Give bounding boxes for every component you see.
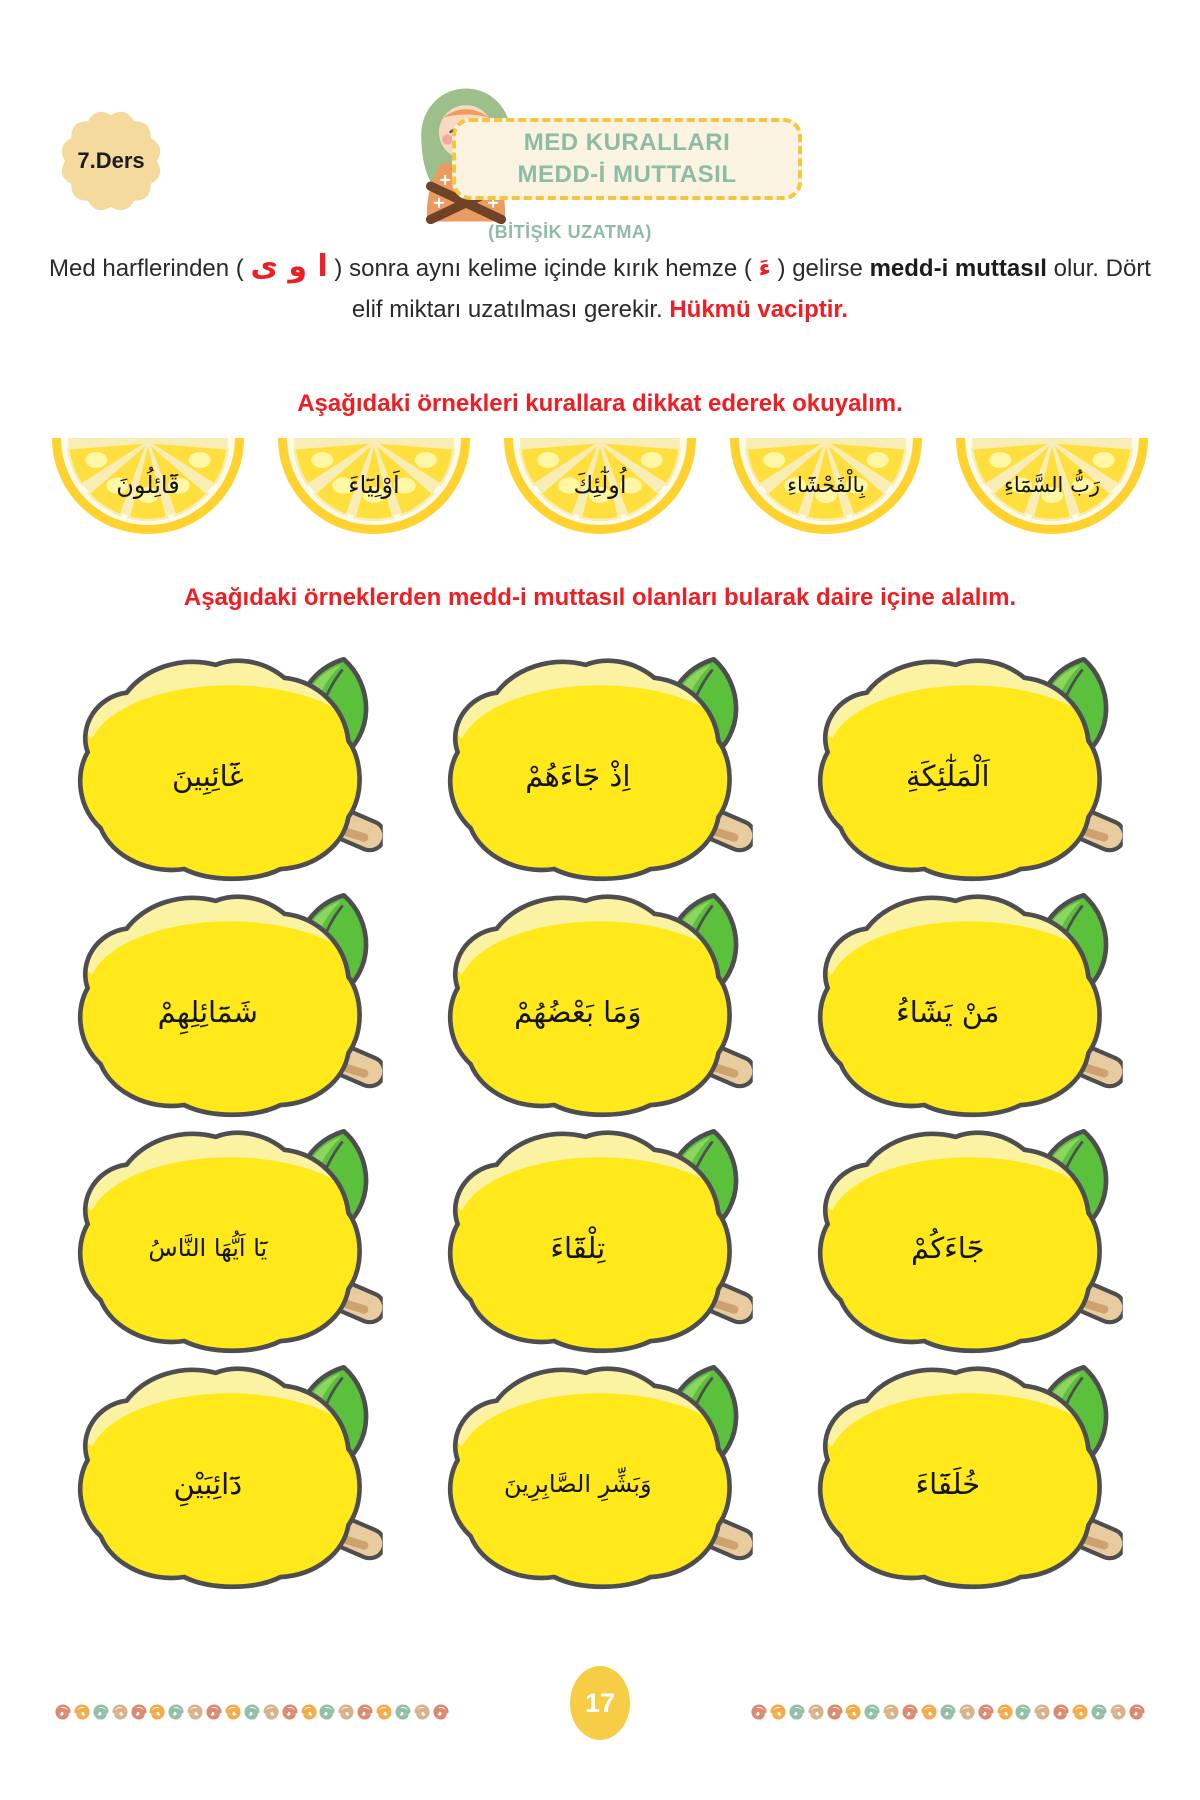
spiral-ornament-icon bbox=[205, 1703, 223, 1721]
spiral-ornament-icon bbox=[977, 1703, 995, 1721]
spiral-ornament-icon bbox=[1052, 1703, 1070, 1721]
spiral-ornament-icon bbox=[167, 1703, 185, 1721]
spiral-ornament-icon bbox=[337, 1703, 355, 1721]
spiral-ornament-icon bbox=[186, 1703, 204, 1721]
section1-heading: Aşağıdaki örnekleri kurallara dikkat ederek okuyalım. bbox=[297, 390, 903, 417]
lemon-item bbox=[415, 648, 785, 884]
arabic-word: اُولٰٓئِكَ bbox=[573, 471, 627, 499]
arabic-word: اَلْمَلٰٓئِكَةِ bbox=[906, 759, 990, 793]
spiral-ornament-icon bbox=[844, 1703, 862, 1721]
spiral-ornament-icon bbox=[1033, 1703, 1051, 1721]
arabic-word: تِلْقَٓاءَ bbox=[550, 1231, 606, 1265]
spiral-ornament-icon bbox=[413, 1703, 431, 1721]
ornament-strip-right bbox=[750, 1702, 1146, 1722]
spiral-ornament-icon bbox=[769, 1703, 787, 1721]
section2-heading: Aşağıdaki örneklerden medd-i muttasıl olanları bularak daire içine alalım. bbox=[183, 584, 1017, 611]
spiral-ornament-icon bbox=[882, 1703, 900, 1721]
lemon-slices-row bbox=[48, 432, 1152, 550]
spiral-ornament-icon bbox=[1109, 1703, 1127, 1721]
spiral-ornament-icon bbox=[262, 1703, 280, 1721]
intro-text: ) sonra aynı kelime içinde kırık hemze ( bbox=[327, 255, 759, 282]
lemon-slice-item bbox=[48, 432, 248, 544]
page-subtitle: (BİTİŞİK UZATMA) bbox=[488, 222, 652, 242]
spiral-ornament-icon bbox=[1128, 1703, 1146, 1721]
spiral-ornament-icon bbox=[54, 1703, 72, 1721]
lemon-item bbox=[785, 648, 1155, 884]
lemon-item bbox=[415, 1120, 785, 1356]
spiral-ornament-icon bbox=[111, 1703, 129, 1721]
ornament-strip-left bbox=[54, 1702, 450, 1722]
arabic-word: دَٓائِبَيْنِ bbox=[173, 1467, 243, 1501]
page-title-line2: MEDD-İ MUTTASIL bbox=[517, 161, 737, 188]
arabic-word: اَوْلِيَٓاءَ bbox=[348, 471, 400, 499]
arabic-word: اِذْ جَٓاءَهُمْ bbox=[525, 759, 631, 793]
spiral-ornament-icon bbox=[1090, 1703, 1108, 1721]
lemon-item bbox=[45, 1120, 415, 1356]
arabic-word: يَٓا اَيُّهَا النَّاسُ bbox=[148, 1234, 268, 1262]
spiral-ornament-icon bbox=[243, 1703, 261, 1721]
arabic-word: شَمَٓائِلِهِمْ bbox=[157, 995, 258, 1029]
arabic-word: مَنْ يَشَٓاءُ bbox=[896, 995, 1000, 1029]
arabic-word: وَمَا بَعْضُهُمْ bbox=[514, 995, 642, 1029]
intro-text: olur. Dört elif miktarı uzatılması gerekir. bbox=[351, 255, 1151, 323]
spiral-ornament-icon bbox=[73, 1703, 91, 1721]
arabic-word: بِالْفَحْشَٓاءِ bbox=[787, 473, 865, 497]
spiral-ornament-icon bbox=[432, 1703, 450, 1721]
spiral-ornament-icon bbox=[318, 1703, 336, 1721]
intro-paragraph bbox=[48, 244, 1152, 328]
arabic-word: خُلَفَٓاءَ bbox=[915, 1467, 981, 1501]
spiral-ornament-icon bbox=[375, 1703, 393, 1721]
spiral-ornament-icon bbox=[300, 1703, 318, 1721]
lemon-item bbox=[45, 884, 415, 1120]
spiral-ornament-icon bbox=[996, 1703, 1014, 1721]
spiral-ornament-icon bbox=[826, 1703, 844, 1721]
lemon-slice-item bbox=[274, 432, 474, 544]
intro-text: Med harflerinden ( bbox=[49, 255, 251, 282]
spiral-ornament-icon bbox=[224, 1703, 242, 1721]
spiral-ornament-icon bbox=[1014, 1703, 1032, 1721]
arabic-hemze: ءَ bbox=[758, 254, 771, 282]
spiral-ornament-icon bbox=[148, 1703, 166, 1721]
lemon-item bbox=[415, 884, 785, 1120]
lemon-item bbox=[45, 1356, 415, 1592]
spiral-ornament-icon bbox=[130, 1703, 148, 1721]
lemon-slice-item bbox=[952, 432, 1152, 544]
arabic-word: رَبُّ السَّمَٓاءِ bbox=[1004, 473, 1100, 497]
intro-bold-term: medd-i muttasıl bbox=[869, 255, 1047, 282]
title-box bbox=[452, 118, 802, 200]
spiral-ornament-icon bbox=[356, 1703, 374, 1721]
lemon-item bbox=[785, 1120, 1155, 1356]
spiral-ornament-icon bbox=[901, 1703, 919, 1721]
page-number-badge: 17 bbox=[570, 1666, 630, 1740]
lemon-item bbox=[45, 648, 415, 884]
intro-text: ) gelirse bbox=[770, 255, 870, 282]
arabic-word: قَٓائِلُونَ bbox=[116, 471, 180, 499]
lesson-badge bbox=[56, 106, 166, 216]
spiral-ornament-icon bbox=[863, 1703, 881, 1721]
spiral-ornament-icon bbox=[807, 1703, 825, 1721]
spiral-ornament-icon bbox=[920, 1703, 938, 1721]
arabic-word: جَٓاءَكُمْ bbox=[911, 1231, 985, 1265]
spiral-ornament-icon bbox=[939, 1703, 957, 1721]
spiral-ornament-icon bbox=[1071, 1703, 1089, 1721]
spiral-ornament-icon bbox=[281, 1703, 299, 1721]
spiral-ornament-icon bbox=[750, 1703, 768, 1721]
lemon-slice-item bbox=[726, 432, 926, 544]
lemon-item bbox=[415, 1356, 785, 1592]
lemon-slice-item bbox=[500, 432, 700, 544]
arabic-med-letters: ا و ى bbox=[250, 249, 328, 284]
arabic-word: وَبَشِّرِ الصَّابِرِينَ bbox=[504, 1470, 652, 1498]
lemon-item bbox=[785, 1356, 1155, 1592]
spiral-ornament-icon bbox=[788, 1703, 806, 1721]
spiral-ornament-icon bbox=[92, 1703, 110, 1721]
intro-rule-status: Hükmü vaciptir. bbox=[669, 295, 849, 323]
lesson-number: 7.Ders bbox=[77, 148, 145, 173]
spiral-ornament-icon bbox=[394, 1703, 412, 1721]
lemon-grid bbox=[45, 648, 1155, 1592]
page-title-line1: MED KURALLARI bbox=[523, 129, 731, 156]
spiral-ornament-icon bbox=[958, 1703, 976, 1721]
arabic-word: غَٓائِبِينَ bbox=[171, 759, 244, 793]
lemon-item bbox=[785, 884, 1155, 1120]
